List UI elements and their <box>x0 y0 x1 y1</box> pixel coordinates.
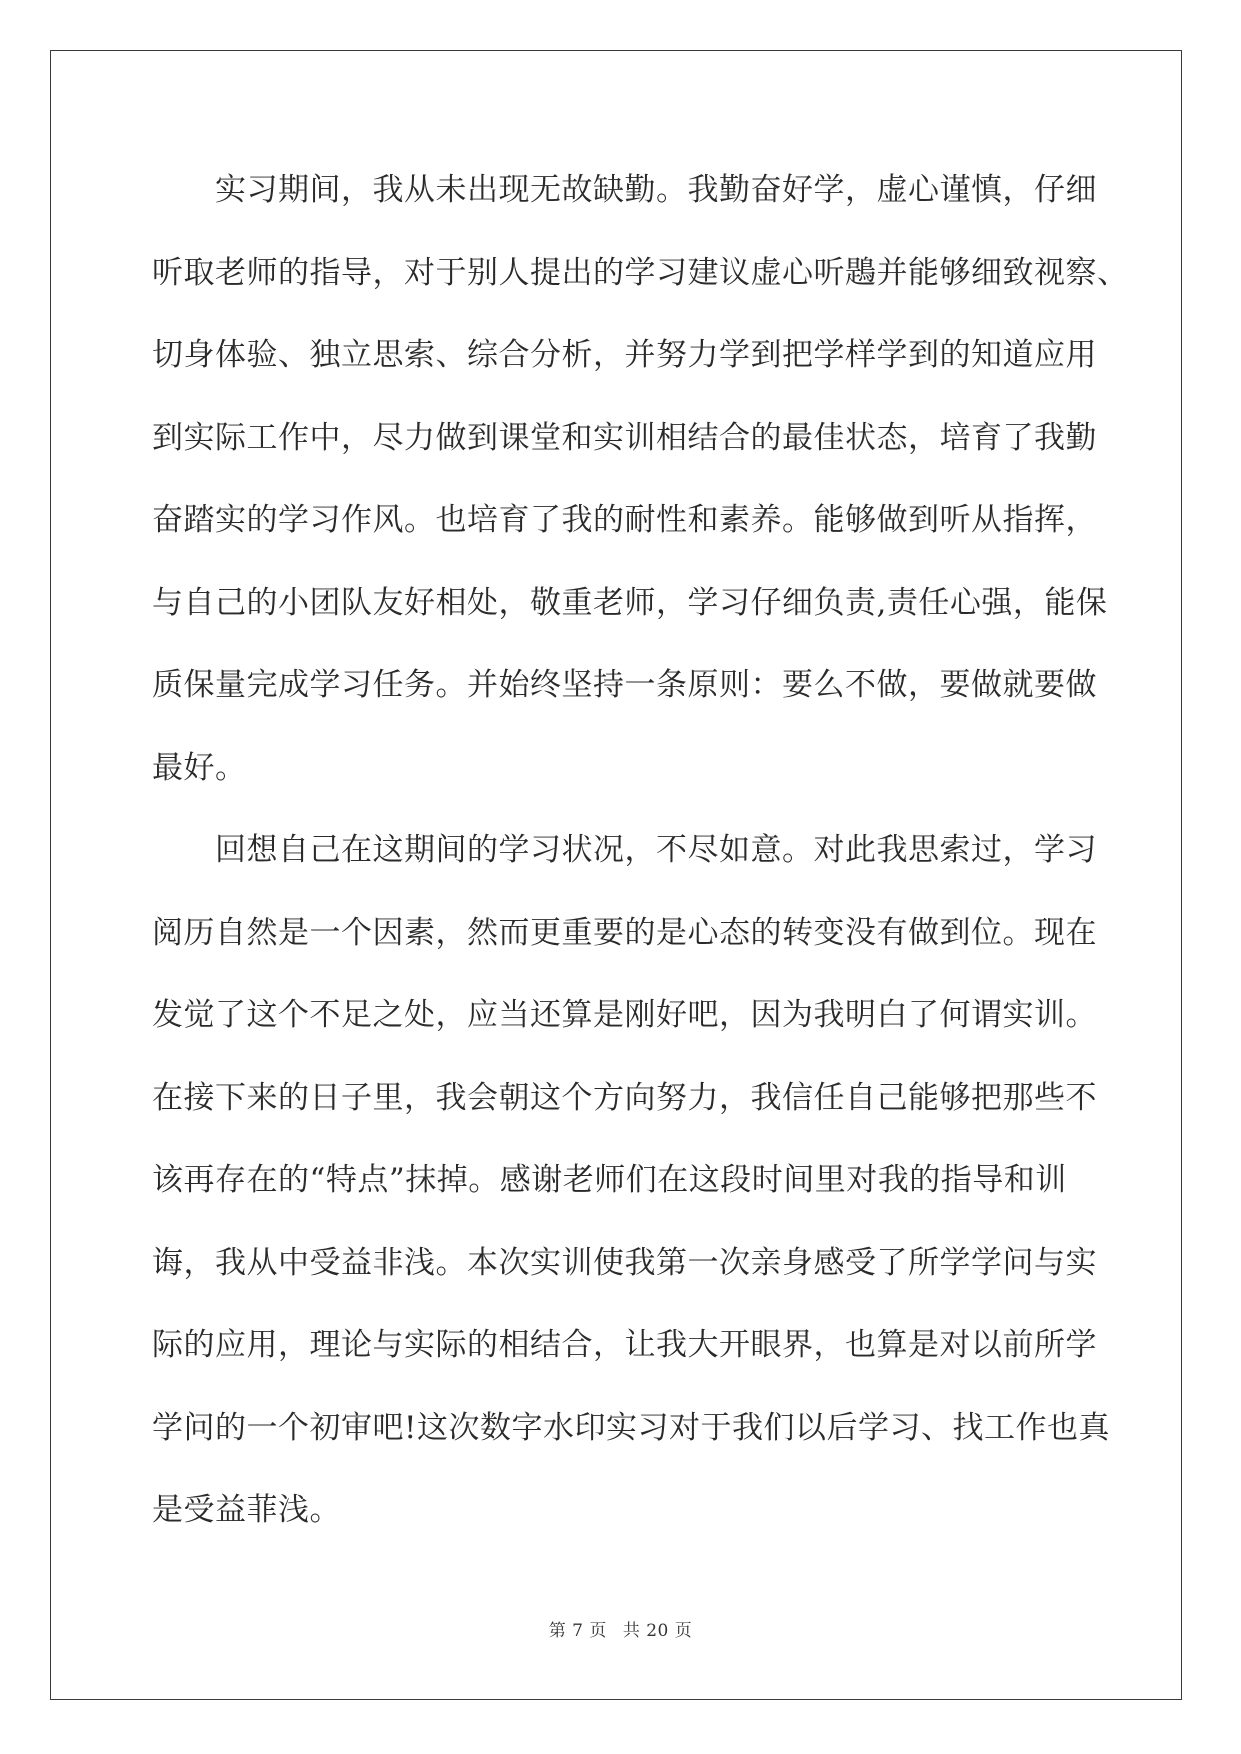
paragraph-1-line-5: 奋踏实的学习作风。也培育了我的耐性和素养。能够做到听从指挥， <box>152 502 1097 538</box>
paragraph-2-line-9: 是受益菲浅。 <box>152 1492 341 1528</box>
page-number: 第 7 页 <box>548 1621 607 1641</box>
paragraph-2-line-1: 回想自己在这期间的学习状况，不尽如意。对此我思索过，学习 <box>215 832 1097 868</box>
paragraph-2-line-3: 发觉了这个不足之处，应当还算是刚好吧，因为我明白了何谓实训。 <box>152 997 1097 1033</box>
paragraph-2-line-6: 诲，我从中受益非浅。本次实训使我第一次亲身感受了所学学问与实 <box>152 1244 1097 1281</box>
paragraph-2-line-4: 在接下来的日子里，我会朝这个方向努力，我信任自己能够把那些不 <box>152 1079 1097 1116</box>
paragraph-1-line-4: 到实际工作中，尽力做到课堂和实训相结合的最佳状态，培育了我勤 <box>152 419 1097 456</box>
paragraph-1-line-1: 实习期间，我从未出现无故缺勤。我勤奋好学，虚心谨慎，仔细 <box>215 172 1097 208</box>
paragraph-1-line-3: 切身体验、独立思索、综合分析，并努力学到把学样学到的知道应用 <box>152 337 1097 373</box>
page-total: 共 20 页 <box>622 1621 693 1641</box>
page-footer <box>0 1616 1241 1641</box>
paragraph-1-line-6: 与自己的小团队友好相处，敬重老师，学习仔细负责,责任心强，能保 <box>152 584 1108 621</box>
paragraph-2-line-5: 该再存在的“特点”抹掉。感谢老师们在这段时间里对我的指导和训 <box>152 1162 1067 1198</box>
paragraph-2-line-2: 阅历自然是一个因素，然而更重要的是心态的转变没有做到位。现在 <box>152 914 1097 951</box>
paragraph-1-line-2: 听取老师的指导，对于别人提出的学习建议虚心听鶗并能够细致视察、 <box>152 254 1129 291</box>
paragraph-1-line-8: 最好。 <box>152 749 247 786</box>
paragraph-2-line-8: 学问的一个初审吧!这次数字水印实习对于我们以后学习、找工作也真 <box>152 1409 1110 1446</box>
document-body <box>152 158 1129 1561</box>
paragraph-1-line-7: 质保量完成学习任务。并始终坚持一条原则：要么不做，要做就要做 <box>152 667 1097 703</box>
paragraph-2-line-7: 际的应用，理论与实际的相结合，让我大开眼界，也算是对以前所学 <box>152 1327 1097 1363</box>
